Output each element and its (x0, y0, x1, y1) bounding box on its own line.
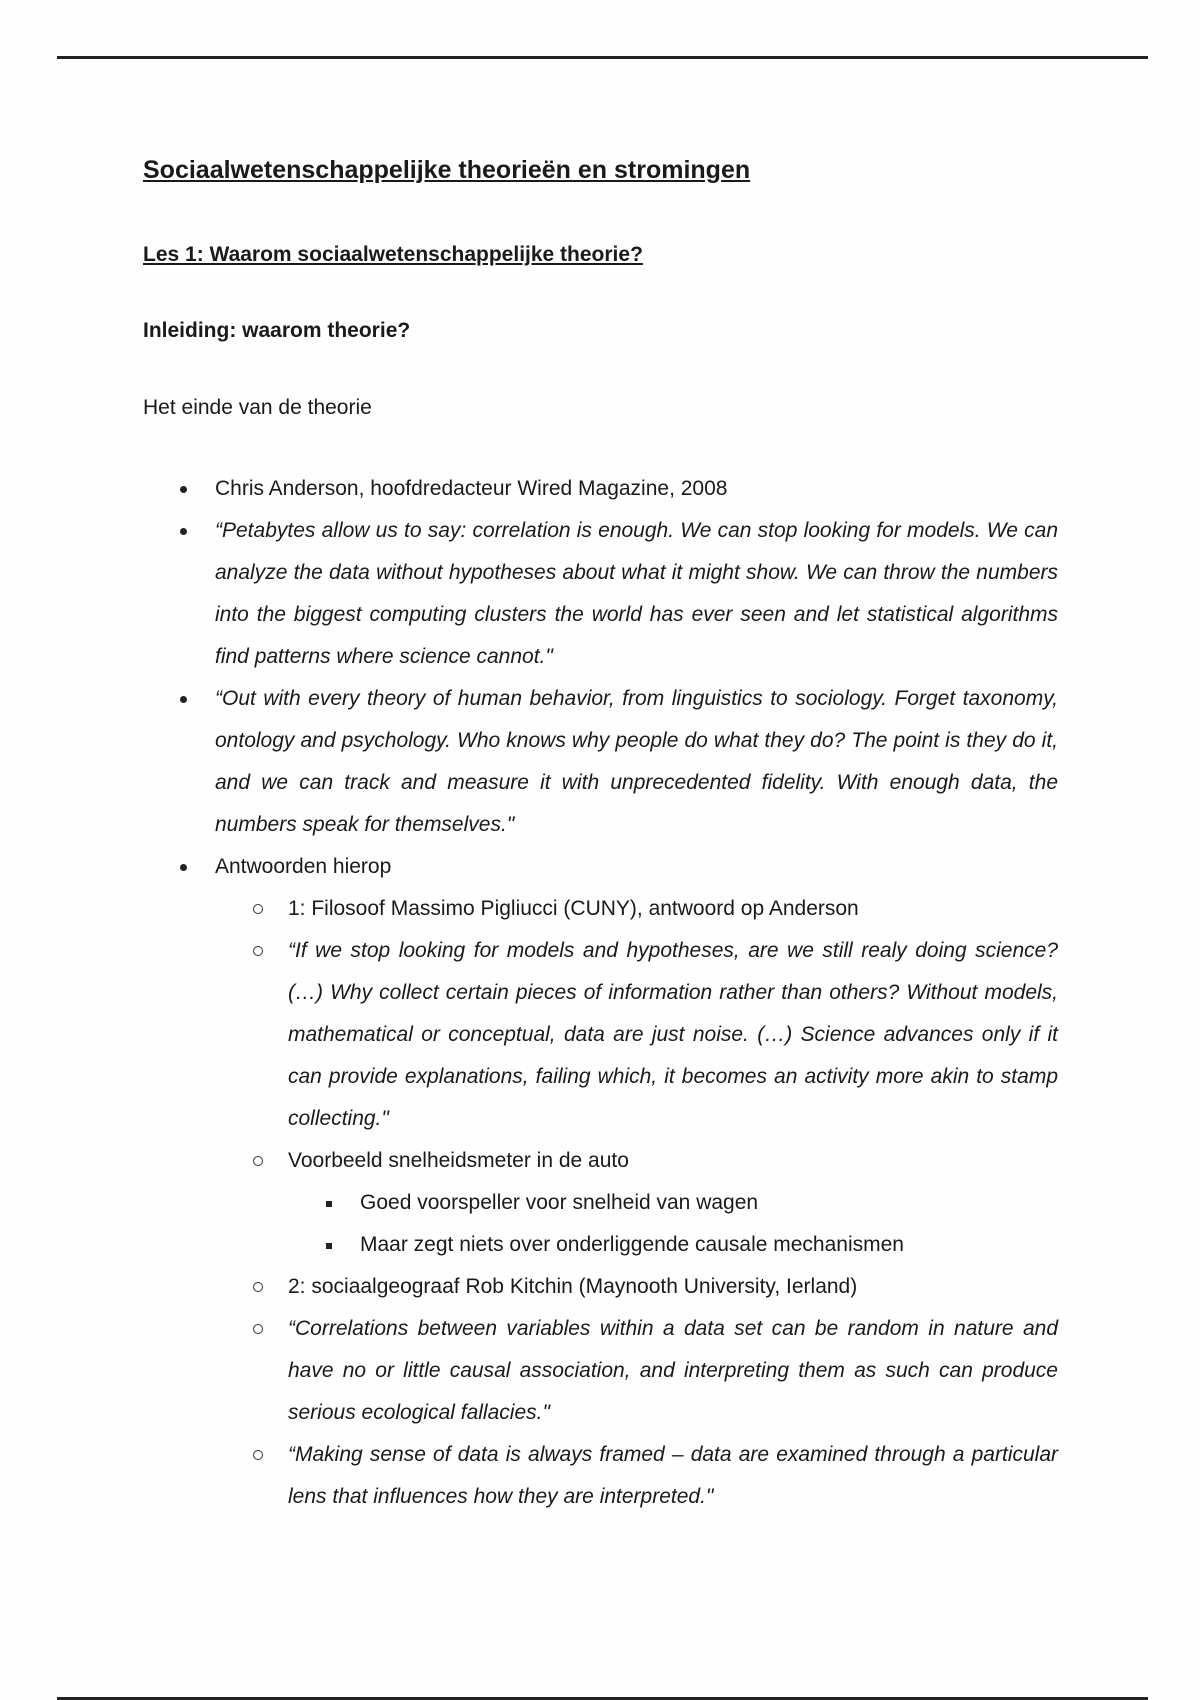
list-item-text: “Out with every theory of human behavior, from linguistics to sociology. Forget taxonomy, ontology and psychology. Who knows why people do what they do? The point is they do it, and we can track and measure it with unprecedented fidelity. With enough data, the numbers speak for themselves." (215, 687, 1058, 836)
sub-sub-list-item-text: Maar zegt niets over onderliggende causale mechanismen (360, 1233, 904, 1256)
document-title: Sociaalwetenschappelijke theorieën en stromingen (143, 156, 751, 184)
list-item-quote (143, 678, 1058, 846)
subsection-text: Het einde van de theorie (143, 396, 372, 419)
lesson-heading: Les 1: Waarom sociaalwetenschappelijke theorie? (143, 243, 643, 266)
sub-list-item (143, 888, 1058, 930)
bullet-circle-icon (253, 1434, 263, 1476)
bullet-circle-icon (253, 1140, 263, 1182)
header-rule (57, 56, 1148, 59)
list-item-text: Chris Anderson, hoofdredacteur Wired Magazine, 2008 (215, 477, 728, 500)
sub-list-item (143, 1266, 1058, 1308)
bullet-circle-icon (253, 1266, 263, 1308)
bullet-circle-icon (253, 930, 263, 972)
bullet-circle-icon (253, 1308, 263, 1350)
sub-list-item-text: “If we stop looking for models and hypotheses, are we still realy doing science? (…) Why collect certain pieces of information rather than others? Without models, mathematical or conceptual, data are just noise. (…) Science advances only if it can provide explanations, failing which, it becomes an activity more akin to stamp collecting." (288, 939, 1058, 1130)
bullet-dot-icon (180, 510, 187, 552)
sub-list-item-quote (143, 1434, 1058, 1518)
bullet-list (143, 468, 1058, 1518)
sub-list-item (143, 1140, 1058, 1266)
bullet-square-icon (326, 1224, 332, 1266)
sub-list-item-text: “Making sense of data is always framed – data are examined through a particular lens that influences how they are interpreted." (288, 1443, 1058, 1508)
bullet-dot-icon (180, 468, 187, 510)
sub-sub-list-item (143, 1182, 1058, 1224)
list-item (143, 468, 1058, 510)
list-item-quote (143, 510, 1058, 678)
sub-sub-list-item (143, 1224, 1058, 1266)
bullet-square-icon (326, 1182, 332, 1224)
bullet-dot-icon (180, 846, 187, 888)
list-item (143, 846, 1058, 1518)
sub-sub-list (288, 1182, 1058, 1266)
list-item-text: Antwoorden hierop (215, 855, 392, 878)
sub-list-item-text: 2: sociaalgeograaf Rob Kitchin (Maynooth University, Ierland) (288, 1275, 858, 1298)
sub-sub-list-item-text: Goed voorspeller voor snelheid van wagen (360, 1191, 759, 1214)
sub-list-item-text: Voorbeeld snelheidsmeter in de auto (288, 1149, 629, 1172)
sub-list-item-text: 1: Filosoof Massimo Pigliucci (CUNY), antwoord op Anderson (288, 897, 859, 920)
sub-list-item-quote (143, 1308, 1058, 1434)
bullet-dot-icon (180, 678, 187, 720)
sub-list-item-quote (143, 930, 1058, 1140)
document-page (143, 150, 1058, 1508)
list-item-text: “Petabytes allow us to say: correlation is enough. We can stop looking for models. We can analyze the data without hypotheses about what it might show. We can throw the numbers into the biggest computing clusters the world has ever seen and let statistical algorithms find patterns where science cannot." (215, 519, 1058, 668)
sub-list (215, 888, 1058, 1518)
sub-list-item-text: “Correlations between variables within a data set can be random in nature and have no or little causal association, and interpreting them as such can produce serious ecological fallacies." (288, 1317, 1058, 1424)
bullet-circle-icon (253, 888, 263, 930)
section-heading: Inleiding: waarom theorie? (143, 319, 411, 342)
